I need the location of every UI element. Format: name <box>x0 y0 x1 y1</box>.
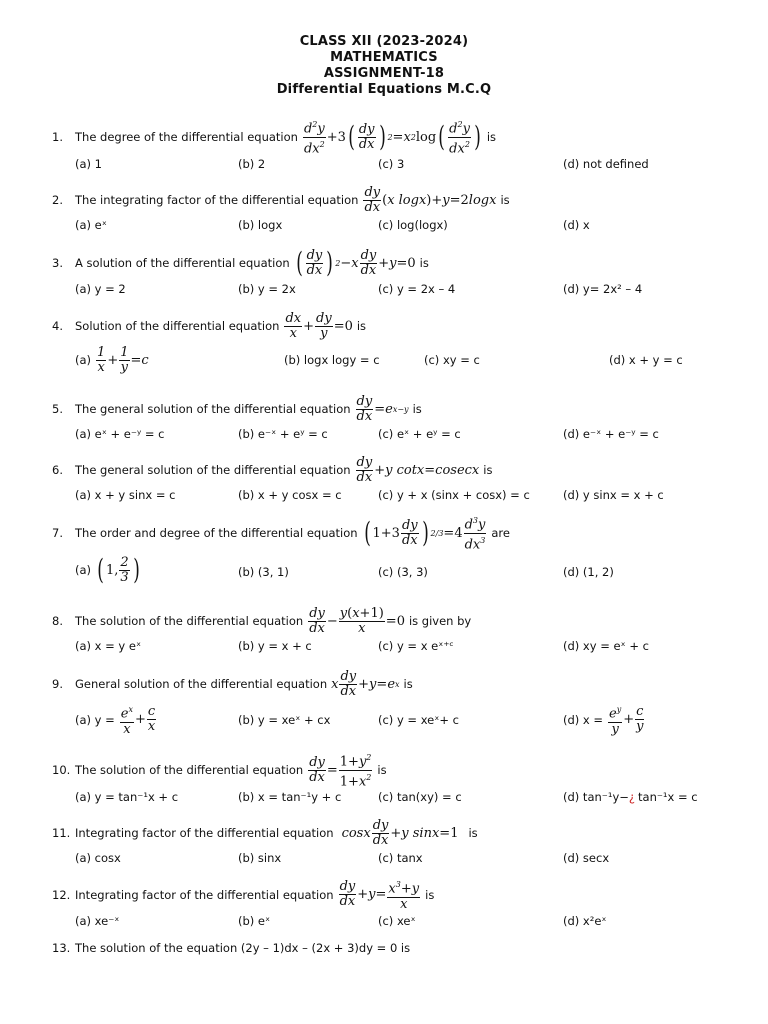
question-number: 9. <box>52 677 63 691</box>
equation: cosx $\frac{dy}{dx}$ + y sinx =1 <box>341 817 459 848</box>
option-b[interactable]: (b) (3, 1) <box>238 565 289 579</box>
option-b[interactable]: (b) y = xeˣ + cx <box>238 713 331 727</box>
question-suffix: is given by <box>408 614 472 628</box>
equation: $\frac{dy}{dx}$ + y cotx = cosecx <box>356 454 480 485</box>
question-suffix: is <box>468 826 478 840</box>
question-text: Integrating factor of the differential equation <box>75 826 334 840</box>
question-number: 2. <box>52 193 63 207</box>
option-d[interactable]: (d) x <box>563 218 590 232</box>
question-number: 4. <box>52 319 63 333</box>
option-equation: $\frac{e^x}{x}$ + $\frac{c}{x}$ <box>120 704 156 737</box>
option-b[interactable]: (b) 2 <box>238 157 266 171</box>
question-number: 7. <box>52 526 63 540</box>
question-number: 10. <box>52 763 71 777</box>
option-d[interactable]: (d) secx <box>563 851 610 865</box>
option-c[interactable]: (c) log(logx) <box>378 218 448 232</box>
option-c[interactable]: (c) xeˣ <box>378 914 416 928</box>
option-b[interactable]: (b) eˣ <box>238 914 271 928</box>
question-text: The general solution of the differential equation <box>75 463 351 477</box>
option-equation: ( 1, $\frac{2}{3}$ ) <box>97 553 140 586</box>
question-text: Solution of the differential equation <box>75 319 280 333</box>
option-c[interactable]: (c) 3 <box>378 157 405 171</box>
question-text: The solution of the differential equation <box>75 763 304 777</box>
option-c[interactable]: (c) xy = c <box>424 353 480 367</box>
subject-title: MATHEMATICS <box>330 50 438 65</box>
option-b[interactable]: (b) logx logy = c <box>284 353 380 367</box>
option-b[interactable]: (b) x + y cosx = c <box>238 488 342 502</box>
equation: $\frac{dy}{dx}$ ( x logx )+ y =2 logx <box>364 184 497 215</box>
option-label: (a) y = <box>75 713 115 727</box>
option-a[interactable]: (a) y = tan⁻¹x + c <box>75 790 179 804</box>
option-c[interactable]: (c) (3, 3) <box>378 565 428 579</box>
option-d[interactable]: (d) y= 2x² – 4 <box>563 282 643 296</box>
option-b[interactable]: (b) x = tan⁻¹y + c <box>238 790 342 804</box>
question-suffix: is <box>419 256 429 270</box>
option-a[interactable]: (a) eˣ + e⁻ʸ = c <box>75 427 165 441</box>
unknown-symbol: ¿ <box>628 790 636 804</box>
question-suffix: is <box>403 677 413 691</box>
question-suffix: is <box>377 763 387 777</box>
equation: $\frac{dy}{dx}$ + y = $\frac{x^3+y}{x}$ <box>339 879 420 912</box>
option-a[interactable]: (a) xe⁻ˣ <box>75 914 120 928</box>
equation: $\frac{dx}{x}$ + $\frac{dy}{y}$ =0 <box>285 310 353 341</box>
option-a[interactable]: (a) eˣ <box>75 218 107 232</box>
question-number: 3. <box>52 256 63 270</box>
option-d[interactable]: (d) not defined <box>563 157 649 171</box>
option-label: (a) <box>75 353 92 367</box>
question-suffix: is <box>412 402 422 416</box>
equation: ( $\frac{dy}{dx}$ ) 2 − x $\frac{dy}{dx}$ + y =0 <box>295 246 416 279</box>
option-c[interactable]: (c) y = xeˣ+ c <box>378 713 459 727</box>
question-number: 11. <box>52 826 71 840</box>
option-b[interactable]: (b) sinx <box>238 851 282 865</box>
question-suffix: is <box>486 130 497 144</box>
page-header <box>0 34 768 98</box>
option-equation: $\frac{e^y}{y}$ + $\frac{c}{y}$ <box>609 704 644 737</box>
option-d[interactable]: (d) x²eˣ <box>563 914 607 928</box>
option-c[interactable]: (c) y = 2x – 4 <box>378 282 456 296</box>
question-suffix: is <box>425 887 435 902</box>
class-title: CLASS XII (2023-2024) <box>299 34 469 49</box>
question-suffix: is <box>500 193 510 207</box>
option-equation: $\frac{1}{x}$ + $\frac{1}{y}$ = c <box>97 344 149 375</box>
question-number: 13. <box>52 941 71 955</box>
question-suffix: is <box>356 319 367 333</box>
option-a[interactable] <box>75 344 153 376</box>
question-text: The solution of the differential equation <box>75 614 304 628</box>
assignment-title: ASSIGNMENT-18 <box>323 66 445 81</box>
option-b[interactable]: (b) y = 2x <box>238 282 296 296</box>
equation: $\frac{d^2y}{dx^2}$ +3 ( $\frac{dy}{dx}$ ) 2 = x 2 log ( $\frac{d^2y}{dx^2}$ ) <box>303 120 481 156</box>
question-text: General solution of the differential equation <box>75 677 328 691</box>
option-a[interactable]: (a) x + y sinx = c <box>75 488 176 502</box>
question-text: The order and degree of the differential equation <box>75 526 358 540</box>
option-a[interactable] <box>75 553 146 587</box>
option-a[interactable]: (a) cosx <box>75 851 121 865</box>
equation: $\frac{dy}{dx}$ = e x−y <box>356 393 409 424</box>
question-text: The degree of the differential equation <box>75 130 298 144</box>
option-d[interactable] <box>563 790 698 804</box>
question-suffix: are <box>491 526 510 540</box>
option-a[interactable]: (a) 1 <box>75 157 102 171</box>
option-label: (d) x = <box>563 713 604 727</box>
question-text: A solution of the differential equation <box>75 256 290 270</box>
option-d[interactable]: (d) e⁻ˣ + e⁻ʸ = c <box>563 427 659 441</box>
option-c[interactable]: (c) tan(xy) = c <box>378 790 462 804</box>
equation: $\frac{dy}{dx}$ − $\frac{y(x+1)}{x}$ =0 <box>309 605 405 636</box>
question-number: 12. <box>52 888 71 902</box>
topic-title: Differential Equations M.C.Q <box>276 82 492 97</box>
option-a[interactable]: (a) y = 2 <box>75 282 126 296</box>
question-number: 5. <box>52 402 63 416</box>
equation: ( 1+3 $\frac{dy}{dx}$ ) 2/3 =4 $\frac{d^3y}{dx^3}$ <box>363 516 486 552</box>
option-label: (a) <box>75 563 92 577</box>
option-d[interactable]: (d) x + y = c <box>609 353 683 367</box>
question-number: 1. <box>52 130 63 144</box>
question-text: The solution of the equation (2y – 1)dx – (2x + 3)dy = 0 is <box>75 941 411 955</box>
option-c[interactable]: (c) y + x (sinx + cosx) = c <box>378 488 530 502</box>
option-b[interactable]: (b) y = x + c <box>238 639 312 653</box>
question-text: The integrating factor of the differential equation <box>75 193 359 207</box>
option-d[interactable]: (d) (1, 2) <box>563 565 614 579</box>
question-number: 6. <box>52 463 63 477</box>
option-c[interactable]: (c) y = x eˣ⁺ᶜ <box>378 639 454 653</box>
option-d[interactable] <box>563 703 649 737</box>
equation: $\frac{dy}{dx}$ = $\frac{1+y^2}{1+x^2}$ <box>309 753 372 789</box>
option-a[interactable]: (a) x = y eˣ <box>75 639 142 653</box>
option-a[interactable] <box>75 703 161 737</box>
option-d[interactable]: (d) y sinx = x + c <box>563 488 664 502</box>
option-b[interactable]: (b) e⁻ˣ + eʸ = c <box>238 427 328 441</box>
equation: x $\frac{dy}{dx}$ + y = e x <box>331 668 400 699</box>
option-tail: tan⁻¹x = c <box>638 790 698 804</box>
question-suffix: is <box>483 463 493 477</box>
option-c[interactable]: (c) eˣ + eʸ = c <box>378 427 461 441</box>
option-b[interactable]: (b) logx <box>238 218 283 232</box>
question-text: Integrating factor of the differential equation <box>75 887 334 902</box>
minus-sign: − <box>619 790 629 804</box>
question-text: The general solution of the differential equation <box>75 402 351 416</box>
option-label: (d) tan⁻¹y <box>563 790 620 804</box>
option-c[interactable]: (c) tanx <box>378 851 423 865</box>
question-number: 8. <box>52 614 63 628</box>
option-d[interactable]: (d) xy = eˣ + c <box>563 639 649 653</box>
